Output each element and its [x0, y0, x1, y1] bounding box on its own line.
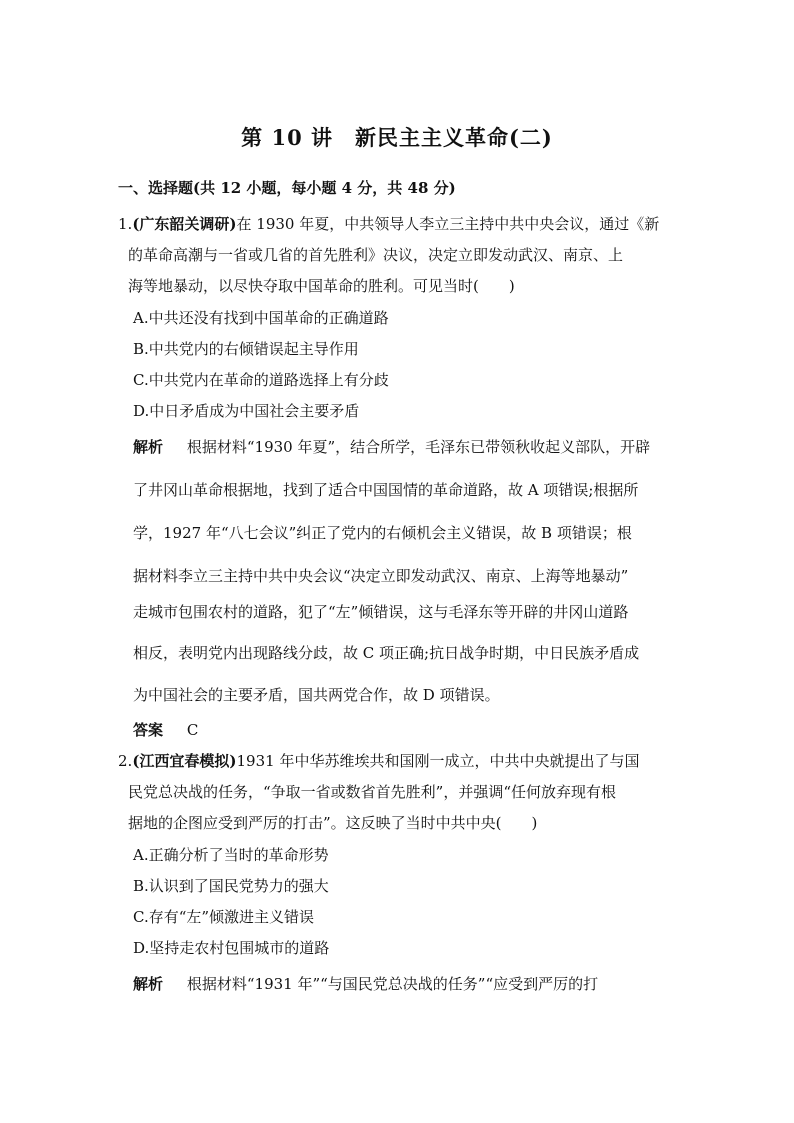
q1-option-b: B.中共党内的右倾错误起主导作用 [133, 340, 359, 358]
q1-stem-line-1 [118, 214, 659, 234]
q2-stem-line-3: 据地的企图应受到严厉的打击”。这反映了当时中共中央( ) [128, 814, 538, 832]
q1-option-a: A.中共还没有找到中国革命的正确道路 [133, 309, 389, 327]
q2-source: (江西宜春模拟) [132, 752, 237, 770]
q1-analysis-label: 解析 [133, 438, 164, 456]
q2-option-d: D.坚持走农村包围城市的道路 [133, 939, 330, 957]
q1-stem-text-1: 在 1930 年夏，中共领导人李立三主持中共中央会议，通过《新 [236, 215, 660, 233]
q1-analysis-line-3: 学，1927 年“八七会议”纠正了党内的右倾机会主义错误，故 B 项错误；根 [133, 524, 632, 542]
q1-analysis-text-1: 根据材料“1930 年夏”，结合所学，毛泽东已带领秋收起义部队，开辟 [186, 438, 651, 456]
q1-analysis-line-5: 走城市包围农村的道路，犯了“左”倾错误，这与毛泽东等开辟的井冈山道路 [133, 603, 629, 621]
q2-number: 2. [118, 752, 133, 770]
q1-stem-line-2: 的革命高潮与一省或几省的首先胜利》决议，决定立即发动武汉、南京、上 [128, 246, 624, 264]
q1-source: (广东韶关调研) [132, 215, 237, 233]
page-title: 第 10 讲 新民主主义革命(二) [241, 125, 553, 150]
q1-answer-label: 答案 [133, 721, 164, 739]
q1-analysis-line-4: 据材料李立三主持中共中央会议“决定立即发动武汉、南京、上海等地暴动” [133, 567, 629, 585]
q2-analysis-label: 解析 [133, 975, 164, 993]
q1-analysis-line-6: 相反，表明党内出现路线分歧，故 C 项正确;抗日战争时期，中日民族矛盾成 [133, 644, 640, 662]
q2-stem-line-1 [118, 751, 639, 771]
q2-analysis-line-1 [133, 974, 598, 994]
q2-option-a: A.正确分析了当时的革命形势 [133, 846, 329, 864]
q1-option-c: C.中共党内在革命的道路选择上有分歧 [133, 371, 389, 389]
q1-option-d: D.中日矛盾成为中国社会主要矛盾 [133, 402, 360, 420]
q2-stem-text-1: 1931 年中华苏维埃共和国刚一成立，中共中央就提出了与国 [236, 752, 640, 770]
q1-answer [133, 720, 198, 740]
q2-stem-line-2: 民党总决战的任务，“争取一省或数省首先胜利”，并强调“任何放弃现有根 [128, 783, 617, 801]
q2-analysis-text-1: 根据材料“1931 年”“与国民党总决战的任务”“应受到严厉的打 [186, 975, 599, 993]
q1-answer-value: C [186, 721, 199, 739]
q1-analysis-line-7: 为中国社会的主要矛盾，国共两党合作，故 D 项错误。 [133, 686, 500, 704]
q1-stem-line-3: 海等地暴动，以尽快夺取中国革命的胜利。可见当时( ) [128, 277, 515, 295]
q1-analysis-line-2: 了井冈山革命根据地，找到了适合中国国情的革命道路，故 A 项错误;根据所 [133, 481, 639, 499]
q1-number: 1. [118, 215, 133, 233]
q2-option-b: B.认识到了国民党势力的强大 [133, 877, 329, 895]
q2-option-c: C.存有“左”倾激进主义错误 [133, 908, 315, 926]
section-heading [118, 178, 456, 198]
q1-analysis-line-1 [133, 437, 650, 457]
section-heading-text: 一、选择题(共 12 小题，每小题 4 分，共 48 分) [118, 179, 456, 197]
